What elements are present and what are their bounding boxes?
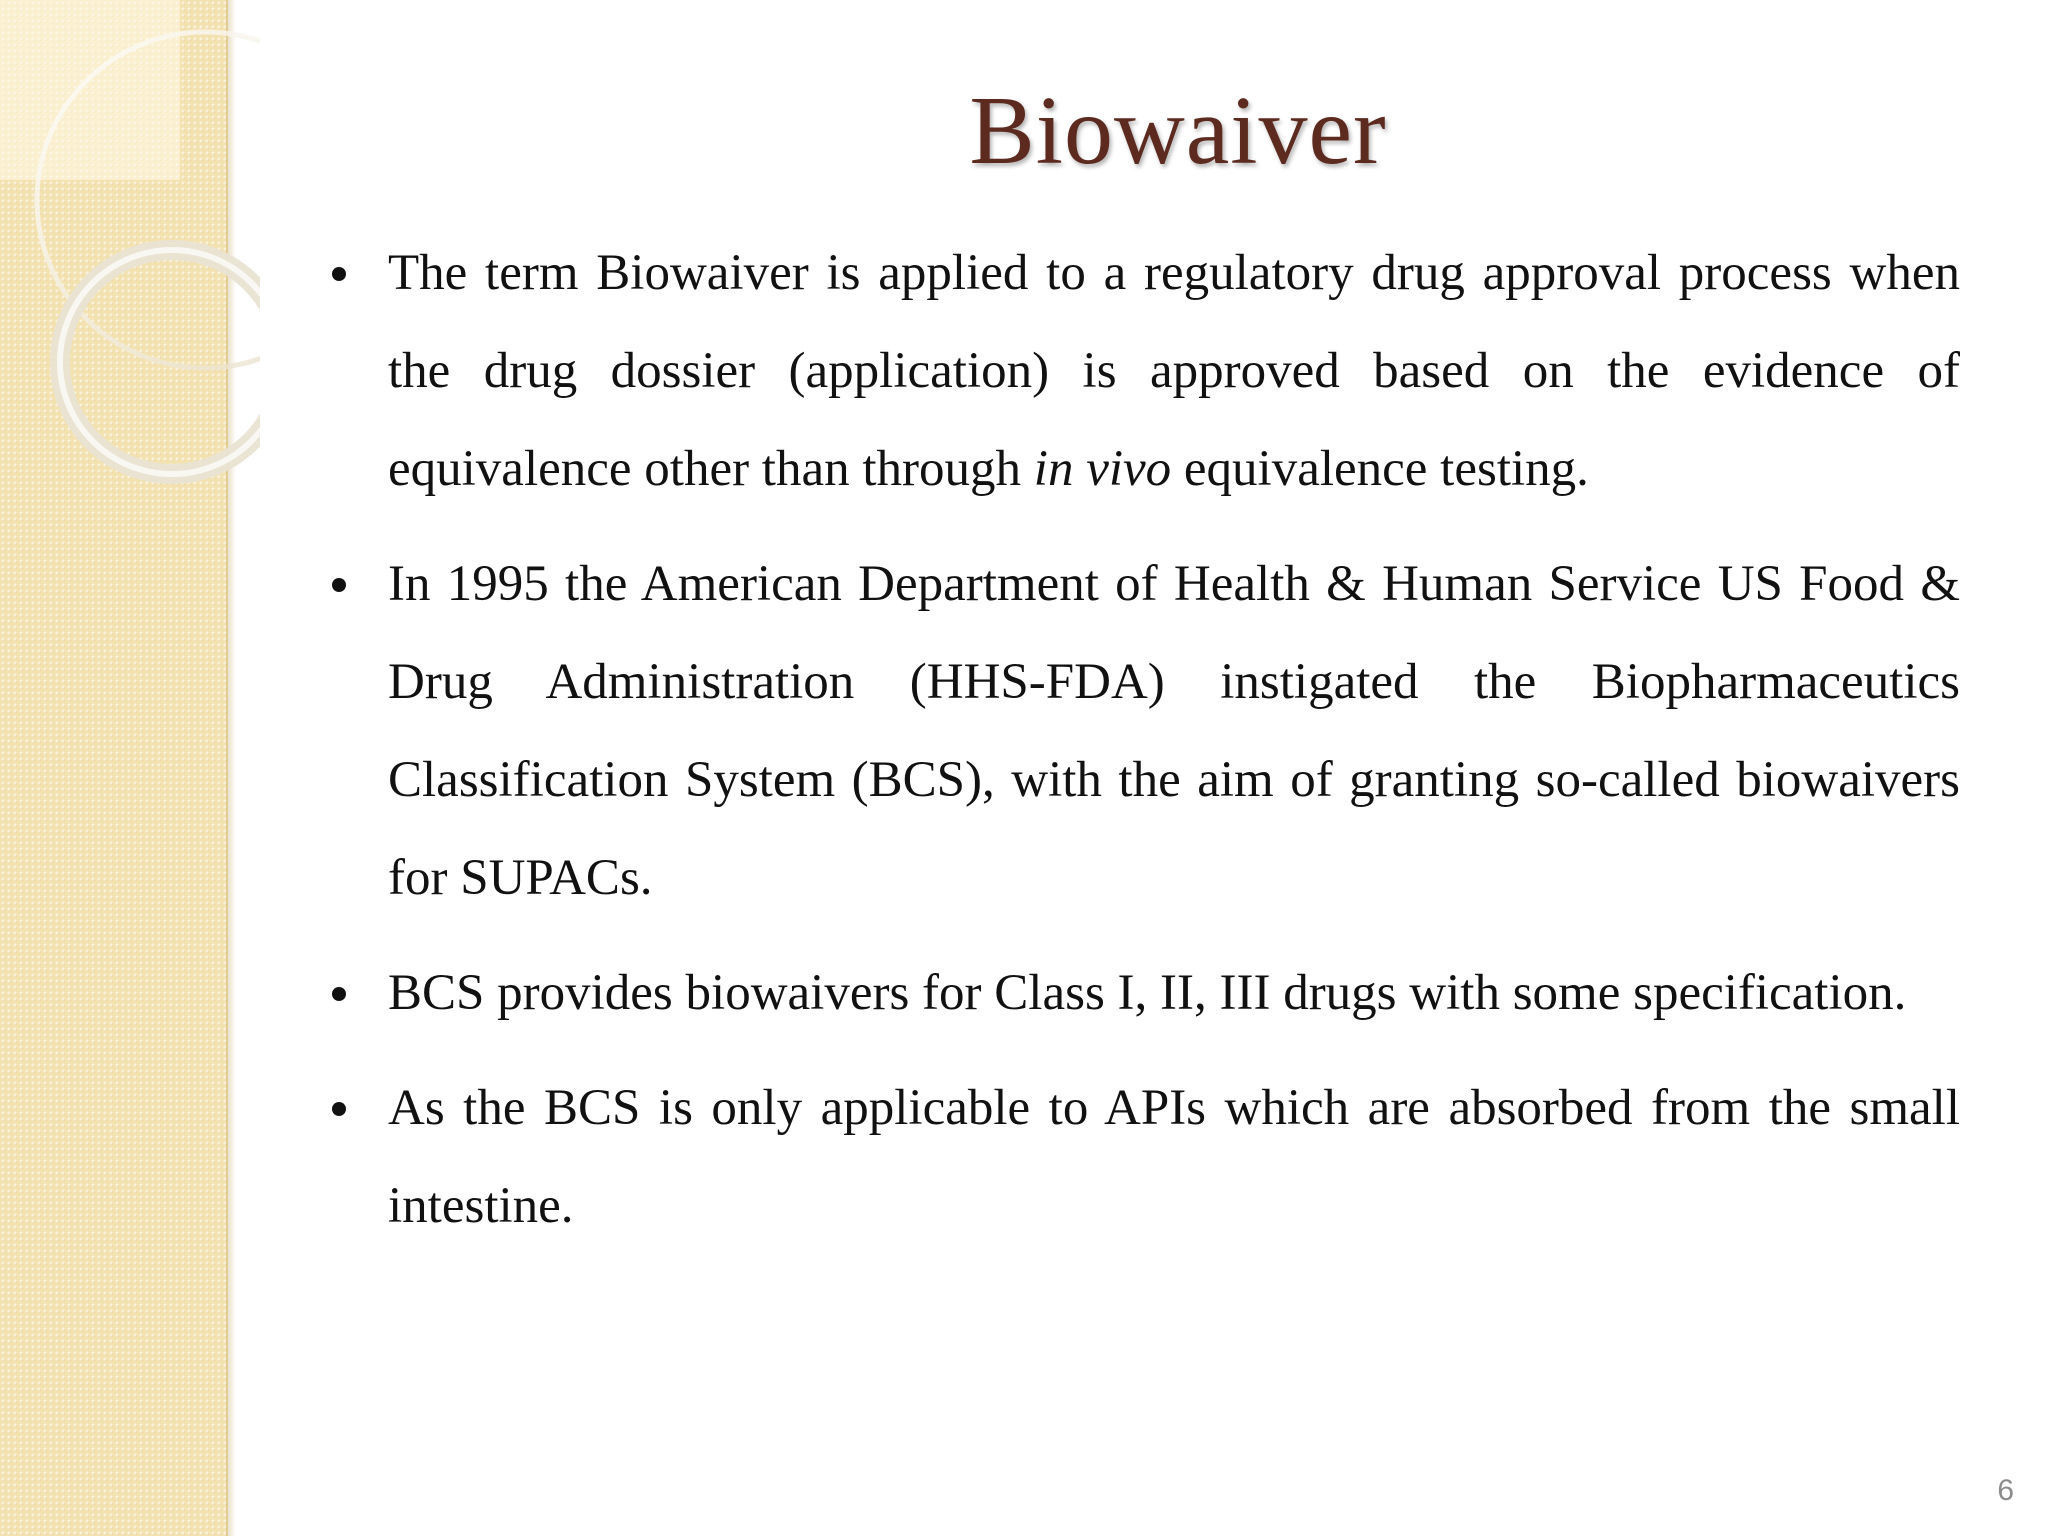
bullet-dot-icon xyxy=(332,987,346,1001)
bullet-item-2 xyxy=(326,535,1960,927)
decorative-rings xyxy=(0,0,260,520)
bullet-dot-icon xyxy=(332,1102,346,1116)
bullet-text: In 1995 the American Department of Health & Human Service US Food & Drug Administration (HHS-FDA) instigated the Biopharmaceutics Classification System (BCS), with the aim of granting so-called biowaivers for SUPACs. xyxy=(388,556,1960,906)
bullet-text-end: equivalence testing. xyxy=(1171,441,1589,497)
slide-page-number: 6 xyxy=(1997,1474,2014,1507)
bullet-text: As the BCS is only applicable to APIs which are absorbed from the small intestine. xyxy=(388,1080,1960,1234)
slide-title: Biowaiver xyxy=(969,77,1387,185)
bullet-item-1 xyxy=(326,224,1960,518)
bullet-dot-icon xyxy=(332,578,346,592)
bullet-text: The term Biowaiver is applied to a regulatory drug approval process when the drug dossier (application) is approved based on the evidence of equivalence other than through xyxy=(388,245,1960,497)
bullet-text: BCS provides biowaivers for Class I, II, III drugs with some specification. xyxy=(388,965,1907,1021)
bullet-item-4 xyxy=(326,1059,1960,1255)
bullet-dot-icon xyxy=(332,267,346,281)
bullet-item-3 xyxy=(326,944,1960,1042)
bullet-list xyxy=(326,224,1960,1272)
bullet-emphasis-text: in vivo xyxy=(1033,441,1172,497)
